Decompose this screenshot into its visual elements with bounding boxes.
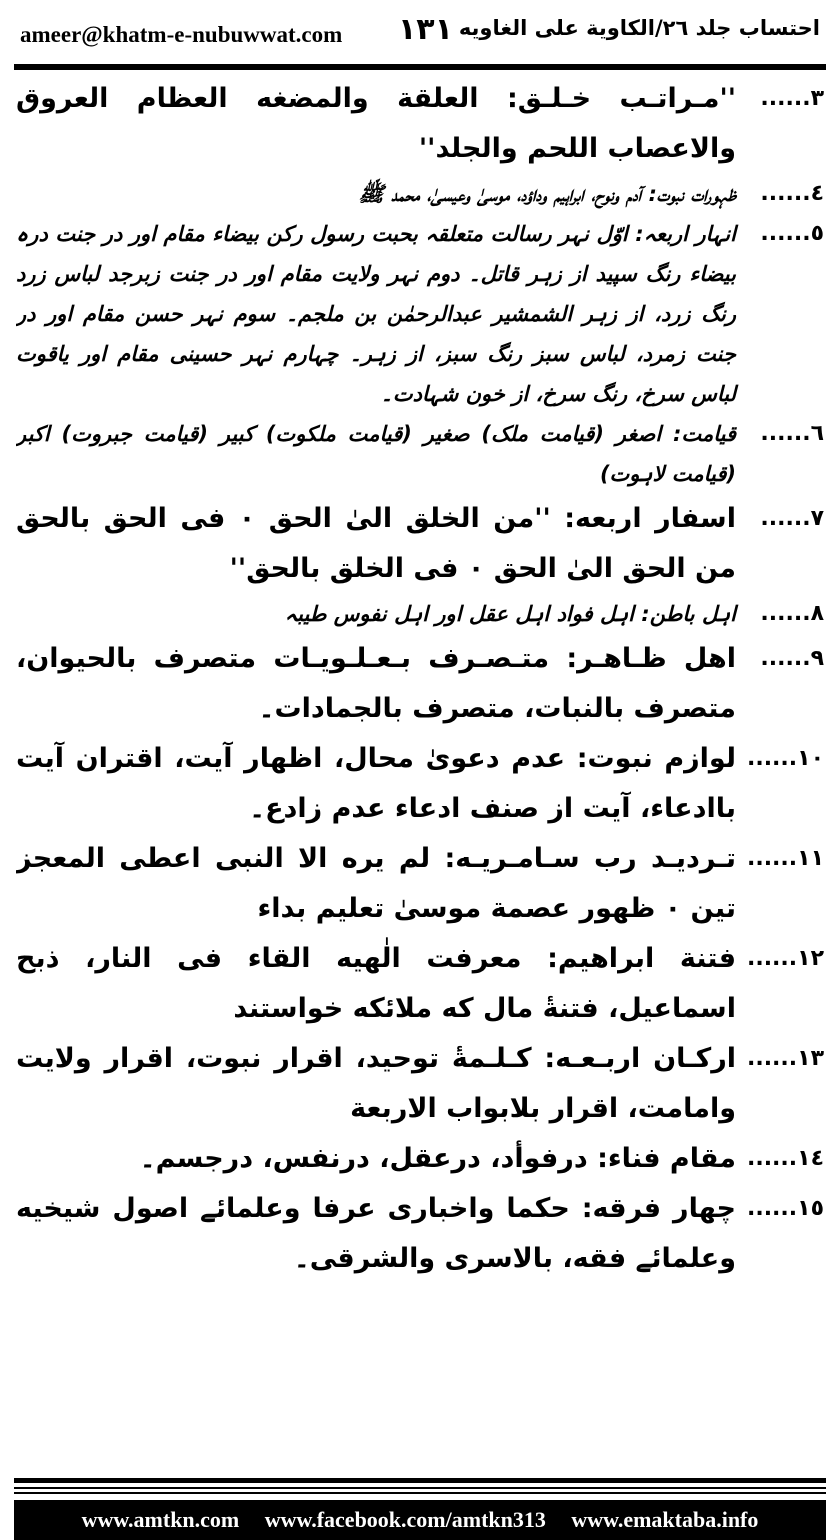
- entry-number: ١٣......: [746, 1046, 824, 1071]
- entry-4: [16, 174, 824, 214]
- entry-text: انہار اربعہ: اوّل نہر رسالت متعلقہ بحبت رسول رکن بیضاء مقام اور در جنت درہ بیضاء رنگ سپید از زہر قاتل۔ دوم نہر ولایت مقام اور در جنت زبرجد لباس زرد رنگ زرد، از زہر الشمشیر عبدالرحمٰن بن ملجم۔ سوم نہر حسن مقام اور در جنت زمرد، لباس سبز رنگ سبز، از زہر۔ چہارم نہر حسینی مقام اور یاقوت لباس سرخ، رنگ سرخ، از خون شہادت۔: [16, 222, 736, 406]
- footer-divider-thin: [14, 1492, 826, 1494]
- entry-number: ٤......: [760, 181, 824, 206]
- entry-8: [16, 594, 824, 634]
- entry-text: قیامت: اصغر (قیامت ملک) صغیر (قیامت ملکوت) کبیر (قیامت جبروت) اکبر (قیامت لاہوت): [16, 422, 736, 486]
- entry-text: اهل ظـاهـر: متـصـرف بـعـلـويـات متصرف بالحيوان، متصرف بالنبات، متصرف بالجمادات۔: [16, 643, 736, 724]
- entry-9: [16, 634, 824, 734]
- entry-3: [16, 74, 824, 174]
- entry-6: [16, 414, 824, 494]
- footer-link-emaktaba[interactable]: www.emaktaba.info: [571, 1507, 759, 1532]
- entry-12: [16, 934, 824, 1034]
- entry-text: اہل باطن: اہل فواد اہل عقل اور اہل نفوس طیبہ: [284, 602, 736, 626]
- entry-13: [16, 1034, 824, 1134]
- entry-number: ١٥......: [746, 1196, 824, 1221]
- entry-number: ١٢......: [746, 946, 824, 971]
- entry-text: تـرديـد رب سـامـريـه: لم يره الا النبی اعطی المعجز تين ۰ ظهور عصمة موسیٰ تعليم بداء: [16, 843, 736, 924]
- entry-10: [16, 734, 824, 834]
- entry-number: ٩......: [760, 646, 824, 671]
- entry-number: ٧......: [760, 506, 824, 531]
- footer-divider-thick: [14, 1478, 826, 1483]
- entry-text: لوازم نبوت: عدم دعویٰ محال، اظهار آيت، اقتران آيت باادعاء، آيت از صنف ادعاء عدم زادع۔: [16, 743, 736, 824]
- entry-text: فتنة ابراهيم: معرفت الٰهيه القاء فی النار، ذبح اسماعيل، فتنةٔ مال كه ملائكه خواستند: [16, 943, 736, 1024]
- entry-number: ٥......: [760, 221, 824, 246]
- header-title: احتساب جلد ٢٦/الکاویة علی الغاویه: [458, 16, 820, 40]
- entry-number: ١٤......: [746, 1146, 824, 1171]
- header-divider: [14, 64, 826, 70]
- entry-text: اسفار اربعه: ''من الخلق الیٰ الحق ۰ فی الحق بالحق من الحق الیٰ الحق ۰ فی الخلق بالحق'': [16, 503, 736, 584]
- entry-7: [16, 494, 824, 594]
- entry-text: مقام فناء: درفوأد، درعقل، درنفس، درجسم۔: [139, 1143, 736, 1174]
- entry-text: ''مـراتـب خـلـق: العلقة والمضغه العظام العروق والاعصاب اللحم والجلد'': [16, 83, 736, 164]
- entry-text: ظہورات نبوت: آدم ونوح، ابراہیم وداؤد، موسیٰ وعیسیٰ، محمد ﷺ: [358, 182, 736, 206]
- header-page-number: ١٣١: [398, 12, 453, 47]
- entry-5: [16, 214, 824, 414]
- entry-number: ٣......: [760, 86, 824, 111]
- footer-bar: [14, 1500, 826, 1540]
- entry-15: [16, 1184, 824, 1284]
- entry-number: ١١......: [746, 846, 824, 871]
- entry-number: ٦......: [760, 421, 824, 446]
- header-email: ameer@khatm-e-nubuwwat.com: [20, 22, 343, 47]
- entry-text: چهار فرقه: حكما واخباری عرفا وعلمائے اصول شيخيه وعلمائے فقه، بالاسری والشرقی۔: [16, 1193, 736, 1274]
- footer-divider-thin: [14, 1487, 826, 1489]
- footer-link-facebook[interactable]: www.facebook.com/amtkn313: [264, 1507, 546, 1532]
- footer-link-amtkn[interactable]: www.amtkn.com: [81, 1507, 240, 1532]
- entry-list: [16, 74, 824, 1474]
- entry-number: ١٠......: [746, 746, 824, 771]
- entry-text: اركـان اربـعـه: كـلـمةٔ توحيد، اقرار نبوت، اقرار ولايت وامامت، اقرار بلابواب الاربعة: [16, 1043, 736, 1124]
- entry-number: ٨......: [760, 601, 824, 626]
- entry-14: [16, 1134, 824, 1184]
- entry-11: [16, 834, 824, 934]
- page-header: [14, 0, 826, 62]
